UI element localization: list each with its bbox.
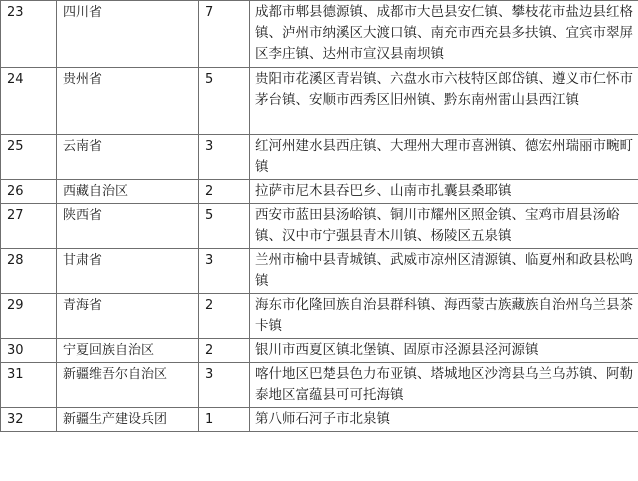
table-row xyxy=(1,408,638,432)
table-row xyxy=(1,1,638,68)
table-row xyxy=(1,339,638,363)
province-cell: 青海省 xyxy=(57,294,199,339)
table-row xyxy=(1,294,638,339)
table-row xyxy=(1,204,638,249)
count-cell: 2 xyxy=(199,339,250,363)
towns-cell: 银川市西夏区镇北堡镇、固原市泾源县泾河源镇 xyxy=(250,339,638,363)
row-number-cell: 23 xyxy=(1,1,57,68)
province-cell: 宁夏回族自治区 xyxy=(57,339,199,363)
count-cell: 5 xyxy=(199,204,250,249)
province-cell: 新疆维吾尔自治区 xyxy=(57,363,199,408)
row-number-cell: 29 xyxy=(1,294,57,339)
row-number-cell: 27 xyxy=(1,204,57,249)
towns-cell: 拉萨市尼木县吞巴乡、山南市扎囊县桑耶镇 xyxy=(250,180,638,204)
count-cell: 3 xyxy=(199,249,250,294)
count-cell: 3 xyxy=(199,135,250,180)
row-number-cell: 30 xyxy=(1,339,57,363)
table-row xyxy=(1,68,638,135)
province-cell: 云南省 xyxy=(57,135,199,180)
table-row xyxy=(1,363,638,408)
count-cell: 1 xyxy=(199,408,250,432)
count-cell: 2 xyxy=(199,294,250,339)
towns-cell: 贵阳市花溪区青岩镇、六盘水市六枝特区郎岱镇、遵义市仁怀市茅台镇、安顺市西秀区旧州镇、黔东南州雷山县西江镇 xyxy=(250,68,638,135)
row-number-cell: 26 xyxy=(1,180,57,204)
province-cell: 陕西省 xyxy=(57,204,199,249)
count-cell: 5 xyxy=(199,68,250,135)
table-row xyxy=(1,135,638,180)
table-row xyxy=(1,180,638,204)
province-cell: 四川省 xyxy=(57,1,199,68)
towns-cell: 成都市郫县德源镇、成都市大邑县安仁镇、攀枝花市盐边县红格镇、泸州市纳溪区大渡口镇、南充市西充县多扶镇、宜宾市翠屏区李庄镇、达州市宣汉县南坝镇 xyxy=(250,1,638,68)
towns-cell: 兰州市榆中县青城镇、武威市凉州区清源镇、临夏州和政县松鸣镇 xyxy=(250,249,638,294)
province-cell: 甘肃省 xyxy=(57,249,199,294)
row-number-cell: 25 xyxy=(1,135,57,180)
count-cell: 2 xyxy=(199,180,250,204)
towns-cell: 海东市化隆回族自治县群科镇、海西蒙古族藏族自治州乌兰县茶卡镇 xyxy=(250,294,638,339)
table-row xyxy=(1,249,638,294)
row-number-cell: 31 xyxy=(1,363,57,408)
province-cell: 西藏自治区 xyxy=(57,180,199,204)
count-cell: 3 xyxy=(199,363,250,408)
count-cell: 7 xyxy=(199,1,250,68)
province-cell: 贵州省 xyxy=(57,68,199,135)
row-number-cell: 28 xyxy=(1,249,57,294)
towns-cell: 喀什地区巴楚县色力布亚镇、塔城地区沙湾县乌兰乌苏镇、阿勒泰地区富蕴县可可托海镇 xyxy=(250,363,638,408)
towns-cell: 红河州建水县西庄镇、大理州大理市喜洲镇、德宏州瑞丽市畹町镇 xyxy=(250,135,638,180)
row-number-cell: 24 xyxy=(1,68,57,135)
table-body xyxy=(1,1,638,432)
towns-cell: 第八师石河子市北泉镇 xyxy=(250,408,638,432)
towns-cell: 西安市蓝田县汤峪镇、铜川市耀州区照金镇、宝鸡市眉县汤峪镇、汉中市宁强县青木川镇、杨陵区五泉镇 xyxy=(250,204,638,249)
row-number-cell: 32 xyxy=(1,408,57,432)
province-cell: 新疆生产建设兵团 xyxy=(57,408,199,432)
